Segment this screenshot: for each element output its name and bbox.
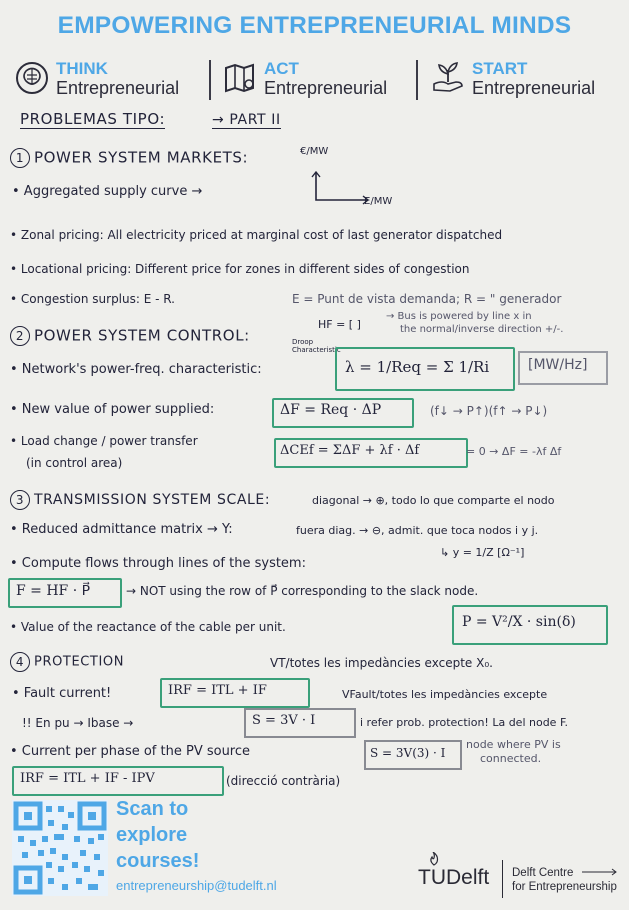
- hf-matrix: HF = [ ]: [318, 318, 361, 331]
- formula-4: F = HF · P⃗: [16, 583, 91, 599]
- brain-icon: [14, 60, 50, 96]
- s4-bullet-2: !! En pu → Ibase →: [22, 716, 134, 730]
- number-2-badge: 2: [10, 326, 30, 346]
- pillar-start-strong: START: [472, 59, 528, 78]
- section-1-title-text: POWER SYSTEM MARKETS:: [34, 148, 249, 167]
- s4-vt-note: VT/totes les impedàncies excepte X₀.: [270, 656, 493, 670]
- scan-line-2: explore: [116, 824, 188, 846]
- s3-diag-note: diagonal → ⊕, todo lo que comparte el nodo: [312, 494, 555, 507]
- pillar-start: [430, 58, 620, 100]
- scan-line-1: Scan to: [116, 798, 189, 820]
- hf-note-2: the normal/inverse direction +/-.: [400, 324, 564, 335]
- section-3-title-text: TRANSMISSION SYSTEM SCALE:: [34, 492, 271, 508]
- section-4-title: [10, 652, 124, 672]
- axis-x-label: E/MW: [364, 196, 393, 207]
- page-title: EMPOWERING ENTREPRENEURIAL MINDS: [57, 12, 572, 39]
- notes-part: → PART II: [212, 112, 281, 128]
- formula-8-note-1: node where PV is: [466, 738, 561, 751]
- section-2-title: [10, 326, 250, 346]
- section-3-title: [10, 490, 270, 510]
- tudelft-logo: TUDelft: [418, 866, 490, 889]
- flame-icon: [426, 852, 442, 866]
- s2-bullet-2: • New value of power supplied:: [10, 402, 215, 417]
- formula-9: IRF = ITL + IF - IPV: [20, 771, 155, 786]
- notes-heading: PROBLEMAS TIPO:: [20, 110, 166, 128]
- s3-bullet-3: • Value of the reactance of the cable per unit.: [10, 620, 286, 634]
- qr-code[interactable]: [12, 800, 108, 896]
- formula-3-note: = 0 → ΔF = -λf Δf: [466, 445, 562, 458]
- pillar-act-label: Entrepreneurial: [264, 78, 388, 98]
- s3-admittance-note: ↳ y = 1/Z [Ω⁻¹]: [440, 546, 525, 559]
- s2-bullet-3b: (in control area): [26, 456, 123, 470]
- s4-bullet-2-note: i refer prob. protection! La del node F.: [360, 716, 569, 729]
- hf-note-1: → Bus is powered by line x in: [386, 311, 532, 322]
- s3-offdiag-note: fuera diag. → ⊖, admit. que toca nodos i y j.: [296, 524, 539, 537]
- s4-vfault-note: VFault/totes les impedàncies excepte: [342, 688, 548, 701]
- s1-bullet-4a: • Congestion surplus: E - R.: [10, 292, 175, 306]
- s4-bullet-3: • Current per phase of the PV source: [10, 744, 251, 759]
- s3-bullet-1: • Reduced admittance matrix → Y:: [10, 522, 233, 537]
- pillar-act-strong: ACT: [264, 59, 299, 78]
- plant-hand-icon: [430, 60, 466, 96]
- pillar-divider: [416, 60, 418, 100]
- s1-bullet-1: • Aggregated supply curve →: [12, 184, 203, 199]
- footer-divider: [502, 860, 503, 898]
- formula-2: ΔF = Req · ΔP: [280, 402, 382, 418]
- pillar-act: [222, 58, 412, 100]
- s2-bullet-1: • Network's power-freq. characteristic:: [10, 362, 262, 377]
- formula-9-note: (direcció contrària): [226, 774, 341, 788]
- pillar-think: [14, 58, 204, 100]
- axis-y-label: €/MW: [300, 146, 329, 157]
- formula-8-note-2: connected.: [480, 752, 542, 765]
- formula-5: P = V²/X · sin(δ): [462, 614, 576, 630]
- section-1-title: [10, 148, 248, 168]
- formula-4-note: → NOT using the row of P⃗ corresponding to the slack node.: [126, 584, 479, 598]
- formula-8: S = 3V(3) · I: [370, 746, 446, 760]
- scan-line-3: courses!: [116, 850, 200, 872]
- s1-bullet-4b: E = Punt de vista demanda; R = " generador: [292, 292, 562, 306]
- formula-2-note: (f↓ → P↑)(f↑ → P↓): [430, 404, 548, 418]
- formula-1: λ = 1/Req = Σ 1/Ri: [345, 358, 490, 376]
- pillar-start-label: Entrepreneurial: [472, 78, 596, 98]
- s4-bullet-1: • Fault current!: [12, 686, 112, 701]
- section-2-title-text: POWER SYSTEM CONTROL:: [34, 326, 250, 345]
- centre-line-1: Delft Centre: [512, 867, 574, 879]
- pillar-think-label: Entrepreneurial: [56, 78, 180, 98]
- centre-line-2: for Entrepreneurship: [512, 881, 617, 893]
- map-icon: [222, 60, 258, 96]
- number-1-badge: 1: [10, 148, 30, 168]
- s1-bullet-2: • Zonal pricing: All electricity priced at marginal cost of last generator dispatched: [10, 228, 503, 242]
- s2-bullet-3a: • Load change / power transfer: [10, 434, 198, 448]
- s3-bullet-2: • Compute flows through lines of the system:: [10, 556, 306, 571]
- formula-3: ΔCEf = ΣΔF + λf · Δf: [280, 443, 420, 458]
- contact-email[interactable]: entrepreneurship@tudelft.nl: [116, 878, 277, 893]
- section-4-title-text: PROTECTION: [34, 654, 125, 670]
- scan-cta: [116, 796, 199, 874]
- number-3-badge: 3: [10, 490, 30, 510]
- number-4-badge: 4: [10, 652, 30, 672]
- formula-7: S = 3V · I: [252, 713, 316, 728]
- formula-1-unit: [MW/Hz]: [528, 357, 588, 373]
- pillar-think-strong: THINK: [56, 59, 108, 78]
- droop-label: Droop Characteristic: [292, 338, 341, 354]
- formula-6: IRF = ITL + IF: [168, 683, 267, 698]
- pillar-divider: [209, 60, 211, 100]
- arrow-right-icon: [582, 868, 620, 876]
- s1-bullet-3: • Locational pricing: Different price for zones in different sides of congestion: [10, 262, 470, 276]
